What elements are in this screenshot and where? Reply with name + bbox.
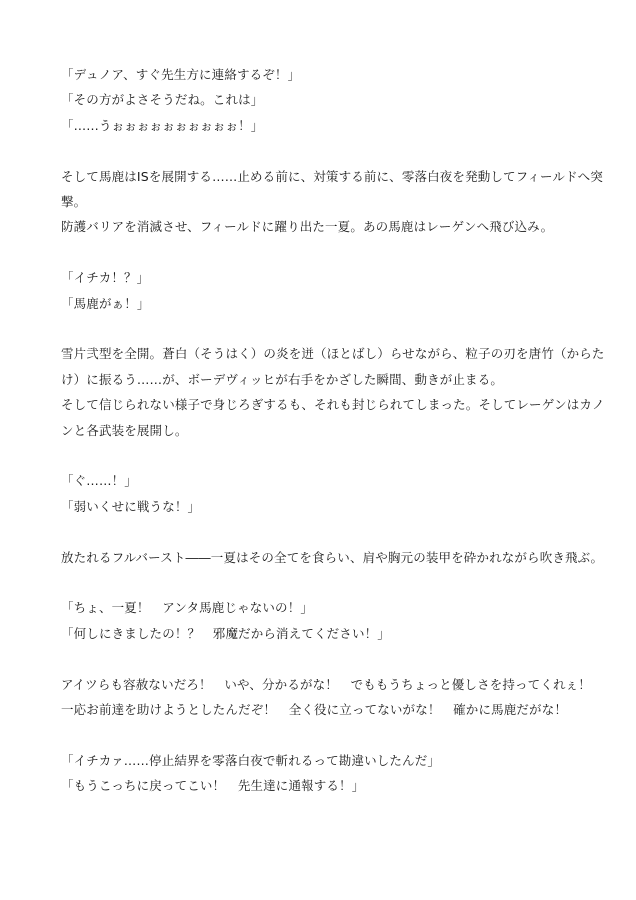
text-line: ンと各武装を展開し。 <box>61 422 188 438</box>
text-line: 「イチカ！？」 <box>61 270 150 286</box>
blank-line <box>61 443 581 468</box>
blank-line <box>61 519 581 544</box>
text-line: 「ちょ、一夏！ アンタ馬鹿じゃないの！」 <box>61 600 314 616</box>
blank-line <box>61 138 581 163</box>
text-line: 「ぐ……！」 <box>61 473 137 489</box>
text-line: 「……うぉぉぉぉぉぉぉぉぉぉ！」 <box>61 117 264 133</box>
blank-line <box>61 240 581 265</box>
text-line: 雪片弐型を全開。蒼白（そうはく）の炎を迸（ほとばし）らせながら、粒子の刃を唐竹（からた <box>61 346 605 362</box>
text-line: 「弱いくせに戦うな！」 <box>61 498 201 514</box>
blank-line <box>61 722 581 747</box>
document-body <box>61 62 605 799</box>
text-line: アイツらも容赦ないだろ！ いや、分かるがな！ でももうちょっと優しさを持ってくれぇ！ <box>61 676 591 692</box>
text-line: 放たれるフルバースト――一夏はその全てを食らい、肩や胸元の装甲を砕かれながら吹き飛ぶ。 <box>61 549 604 565</box>
text-line: 「もうこっちに戻ってこい！ 先生達に通報する！」 <box>61 778 365 794</box>
text-line: 「イチカァ……停止結界を零落白夜で斬れるって勘違いしたんだ」 <box>61 752 441 768</box>
text-line: け）に振るう……が、ボーデヴィッヒが右手をかざした瞬間、動きが止まる。 <box>61 371 504 387</box>
blank-line <box>61 570 581 595</box>
text-line: 「デュノア、すぐ先生方に連絡するぞ！」 <box>61 67 301 82</box>
text-line: 「馬鹿がぁ！」 <box>61 295 150 311</box>
text-line: 「その方がよさそうだね。これは」 <box>61 92 264 108</box>
text-line: そして信じられない様子で身じろぎするも、それも封じられてしまった。そしてレーゲンはカノ <box>61 397 605 413</box>
text-line: 防護バリアを消滅させ、フィールドに躍り出た一夏。あの馬鹿はレーゲンへ飛び込み。 <box>61 219 554 235</box>
blank-line <box>61 316 581 341</box>
text-line: 「何しにきましたの！？ 邪魔だから消えてください！」 <box>61 625 390 641</box>
blank-line <box>61 646 581 671</box>
text-line: 一応お前達を助けようとしたんだぞ！ 全く役に立ってないがな！ 確かに馬鹿だがな！ <box>61 702 568 718</box>
text-line: 撃。 <box>61 194 87 210</box>
text-line: そして馬鹿はISを展開する……止める前に、対策する前に、零落白夜を発動してフィールドへ突 <box>61 168 603 184</box>
